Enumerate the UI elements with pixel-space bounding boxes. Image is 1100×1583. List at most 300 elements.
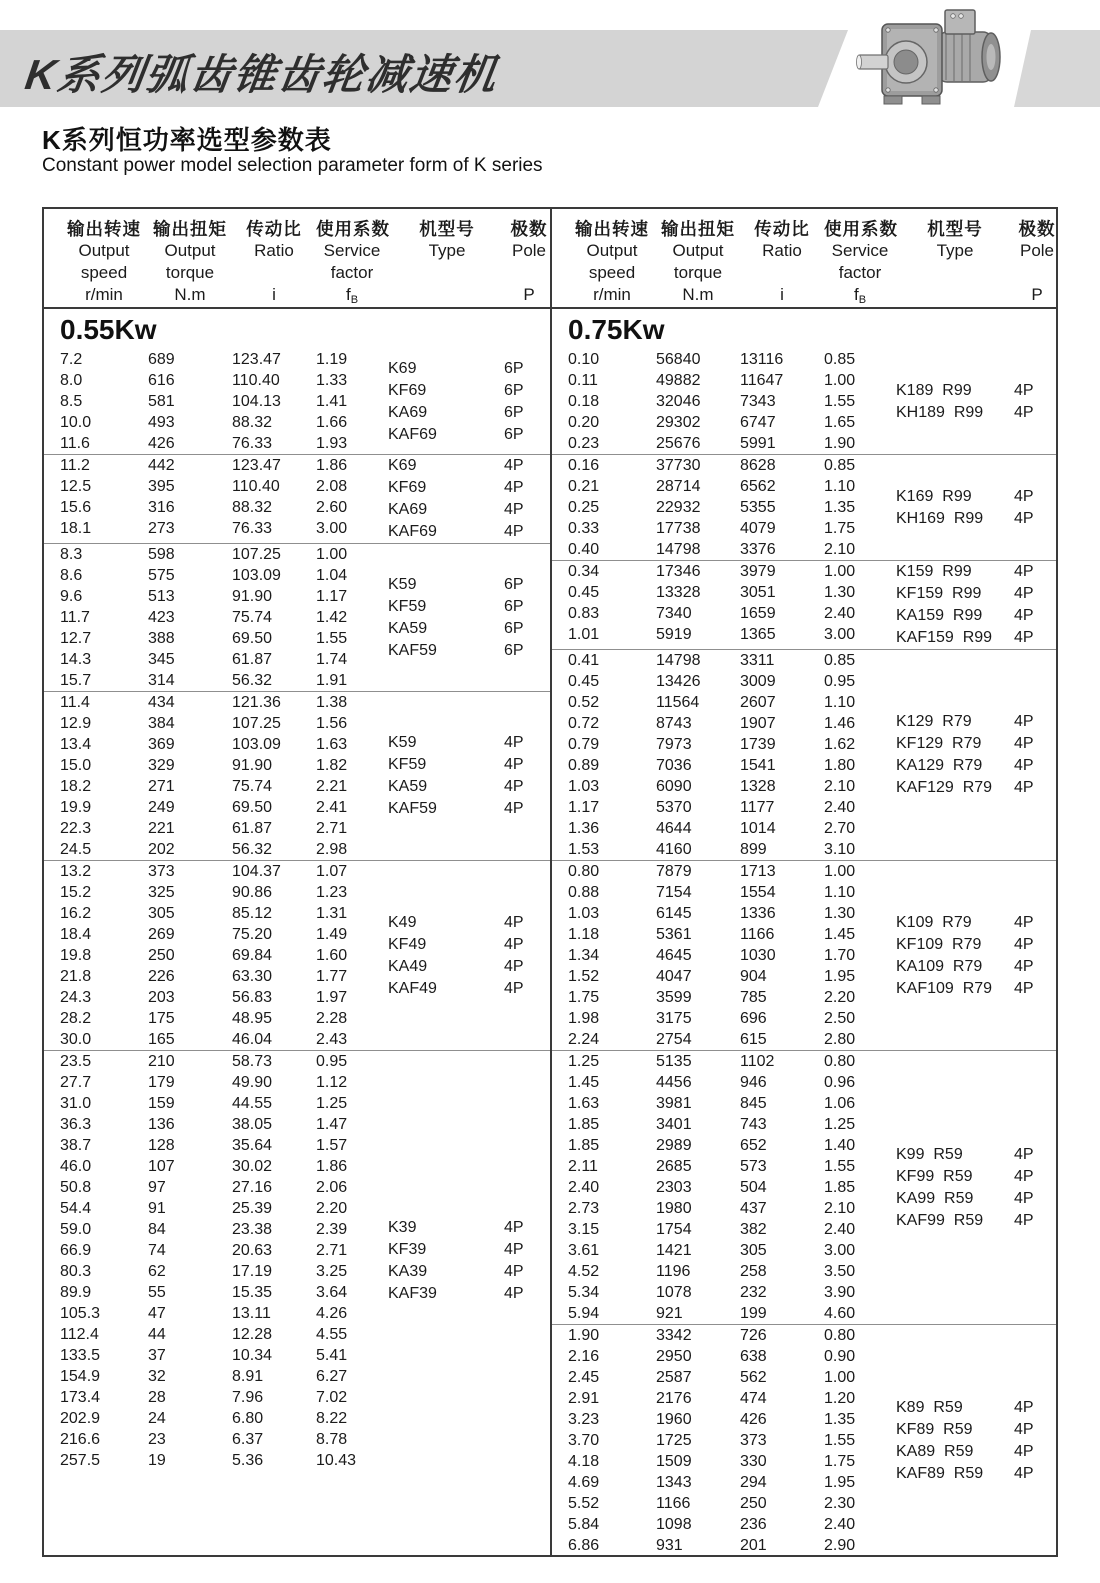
service-factor-value: 4.55 xyxy=(316,1325,348,1343)
type-row xyxy=(388,402,550,424)
output-speed-value: 12.9 xyxy=(60,714,92,732)
pole-value: 4P xyxy=(504,1285,524,1302)
service-factor-value: 0.95 xyxy=(824,672,856,690)
pole-value: 6P xyxy=(504,641,524,659)
output-speed-value: 202.9 xyxy=(60,1409,101,1427)
ratio-value: 6747 xyxy=(740,413,776,431)
output-torque-value: 931 xyxy=(656,1536,683,1554)
output-torque-value: 159 xyxy=(148,1094,175,1112)
ratio-value: 3051 xyxy=(740,583,776,601)
type-row xyxy=(388,1283,550,1305)
ratio-value: 121.36 xyxy=(232,693,281,711)
output-torque-value: 32 xyxy=(148,1367,166,1385)
table-row xyxy=(60,1156,388,1177)
output-speed-value: 5.34 xyxy=(568,1283,600,1301)
output-torque-value: 1960 xyxy=(656,1410,692,1428)
type-row xyxy=(896,733,1058,755)
table-row xyxy=(60,433,388,454)
pole-value: 4P xyxy=(504,957,524,975)
table-row xyxy=(60,1261,388,1282)
service-factor-value: 2.39 xyxy=(316,1220,348,1238)
service-factor-value: 1.70 xyxy=(824,946,856,964)
ratio-value: 7343 xyxy=(740,392,776,410)
service-factor-value: 1.00 xyxy=(824,1368,856,1386)
service-factor-value: 1.93 xyxy=(316,434,348,452)
type-row xyxy=(896,1166,1058,1188)
output-torque-value: 32046 xyxy=(656,392,701,410)
table-row xyxy=(568,1156,896,1177)
type-row xyxy=(896,605,1058,627)
groups-container-055kw xyxy=(44,349,550,1471)
output-torque-value: 13426 xyxy=(656,672,701,690)
pole-value: 4P xyxy=(504,756,524,773)
table-row xyxy=(60,987,388,1008)
output-speed-value: 3.70 xyxy=(568,1431,600,1449)
output-speed-value: 12.7 xyxy=(60,629,92,647)
output-speed-value: 59.0 xyxy=(60,1220,92,1238)
service-factor-value: 1.41 xyxy=(316,392,348,410)
output-torque-value: 2303 xyxy=(656,1178,692,1196)
parameter-group xyxy=(44,860,550,1050)
output-torque-value: 7879 xyxy=(656,862,692,880)
parameter-group xyxy=(44,543,550,691)
ratio-value: 250 xyxy=(740,1494,767,1512)
output-speed-value: 0.45 xyxy=(568,583,600,601)
table-row xyxy=(60,476,388,497)
parameter-group xyxy=(552,349,1058,454)
output-torque-value: 226 xyxy=(148,967,175,985)
service-factor-value: 2.70 xyxy=(824,819,856,837)
model-type: KA129 R79 xyxy=(896,757,983,774)
model-type: KAF39 xyxy=(388,1285,437,1302)
service-factor-value: 1.74 xyxy=(316,650,348,668)
output-torque-value: 2989 xyxy=(656,1136,692,1154)
output-torque-value: 25676 xyxy=(656,434,701,452)
table-row xyxy=(568,1135,896,1156)
service-factor-value: 3.00 xyxy=(824,1241,856,1259)
output-speed-value: 1.36 xyxy=(568,819,600,837)
output-speed-value: 2.73 xyxy=(568,1199,600,1217)
ratio-value: 426 xyxy=(740,1410,767,1428)
pole-value: 4P xyxy=(504,457,524,474)
col-header-ratio: 传动比 Ratio i xyxy=(246,219,302,304)
service-factor-value: 1.90 xyxy=(824,434,856,452)
output-speed-value: 0.41 xyxy=(568,651,600,669)
ratio-value: 8628 xyxy=(740,456,776,474)
table-row xyxy=(60,649,388,670)
pole-value: 4P xyxy=(1014,509,1034,527)
service-factor-value: 1.19 xyxy=(316,350,348,368)
ratio-value: 103.09 xyxy=(232,735,281,753)
output-torque-value: 3342 xyxy=(656,1326,692,1344)
model-type: KA59 xyxy=(388,778,428,795)
ratio-value: 1554 xyxy=(740,883,776,901)
output-torque-value: 165 xyxy=(148,1030,175,1048)
output-torque-value: 221 xyxy=(148,819,175,837)
table-row xyxy=(568,1325,896,1346)
pole-value: 4P xyxy=(1014,935,1034,953)
output-torque-value: 37730 xyxy=(656,456,701,474)
type-row xyxy=(896,912,1058,934)
ratio-value: 1030 xyxy=(740,946,776,964)
output-speed-value: 11.6 xyxy=(60,434,90,452)
ratio-value: 743 xyxy=(740,1115,767,1133)
col-header-output-speed: 输出转速 Output speed r/min xyxy=(575,219,649,304)
ratio-value: 6.80 xyxy=(232,1409,264,1427)
pole-value: 4P xyxy=(1014,735,1034,752)
model-type: KF109 R79 xyxy=(896,935,982,953)
output-speed-value: 1.85 xyxy=(568,1115,600,1133)
gear-reducer-image xyxy=(848,2,1020,114)
service-factor-value: 1.30 xyxy=(824,583,856,601)
ratio-value: 2607 xyxy=(740,693,776,711)
pole-value: 4P xyxy=(1014,629,1034,646)
output-torque-value: 384 xyxy=(148,714,175,732)
table-row xyxy=(568,1177,896,1198)
service-factor-value: 1.33 xyxy=(316,371,348,389)
table-row xyxy=(60,1303,388,1324)
output-speed-value: 18.2 xyxy=(60,777,92,795)
output-speed-value: 173.4 xyxy=(60,1388,101,1406)
col-header-service-factor: 使用系数 Service factor $f_B$ xyxy=(316,219,390,306)
parameter-group xyxy=(552,860,1058,1050)
ratio-value: 946 xyxy=(740,1073,767,1091)
service-factor-value: 2.21 xyxy=(316,777,348,795)
pole-value: 4P xyxy=(1014,1167,1034,1185)
output-speed-value: 133.5 xyxy=(60,1346,101,1364)
ratio-value: 3979 xyxy=(740,562,776,580)
service-factor-value: 2.71 xyxy=(316,819,348,837)
table-row xyxy=(60,586,388,607)
output-torque-value: 44 xyxy=(148,1325,166,1343)
output-speed-value: 0.79 xyxy=(568,735,600,753)
type-row xyxy=(896,1144,1058,1166)
ratio-value: 5355 xyxy=(740,498,776,516)
parameter-group xyxy=(552,1324,1058,1555)
type-row xyxy=(388,574,550,596)
pole-value: 6P xyxy=(504,359,524,377)
model-type: KAF159 R99 xyxy=(896,629,993,646)
service-factor-value: 1.25 xyxy=(824,1115,856,1133)
model-type: KF59 xyxy=(388,597,427,615)
output-speed-value: 0.72 xyxy=(568,714,600,732)
table-row xyxy=(568,797,896,818)
table-row xyxy=(60,370,388,391)
pole-value: 4P xyxy=(1014,1420,1034,1438)
output-speed-value: 9.6 xyxy=(60,587,83,605)
output-speed-value: 2.45 xyxy=(568,1368,600,1386)
output-speed-value: 0.80 xyxy=(568,862,600,880)
output-torque-value: 17738 xyxy=(656,519,701,537)
service-factor-value: 2.40 xyxy=(824,798,856,816)
output-speed-value: 1.75 xyxy=(568,988,600,1006)
model-type: KF59 xyxy=(388,756,427,773)
output-speed-value: 54.4 xyxy=(60,1199,92,1217)
type-row xyxy=(388,455,550,477)
pole-value: 4P xyxy=(1014,487,1034,505)
output-speed-value: 1.98 xyxy=(568,1009,600,1027)
model-type: KA109 R79 xyxy=(896,957,983,975)
table-row xyxy=(568,1430,896,1451)
service-factor-value: 1.85 xyxy=(824,1178,856,1196)
output-speed-value: 216.6 xyxy=(60,1430,101,1448)
output-torque-value: 423 xyxy=(148,608,175,626)
output-speed-value: 50.8 xyxy=(60,1178,92,1196)
parameter-group xyxy=(44,454,550,543)
ratio-value: 305 xyxy=(740,1241,767,1259)
ratio-value: 20.63 xyxy=(232,1241,273,1259)
output-speed-value: 0.33 xyxy=(568,519,600,537)
ratio-value: 104.37 xyxy=(232,862,281,880)
output-speed-value: 6.86 xyxy=(568,1536,600,1554)
output-speed-value: 1.03 xyxy=(568,904,600,922)
col-header-ratio: 传动比 Ratio i xyxy=(754,219,810,304)
ratio-value: 56.83 xyxy=(232,988,273,1006)
pole-value: 4P xyxy=(504,523,524,540)
output-torque-value: 388 xyxy=(148,629,175,647)
ratio-value: 90.86 xyxy=(232,883,273,901)
page-title: K系列恒功率选型参数表 xyxy=(42,125,332,155)
service-factor-value: 1.45 xyxy=(824,925,856,943)
output-torque-value: 269 xyxy=(148,925,175,943)
output-speed-value: 15.7 xyxy=(60,671,92,689)
ratio-value: 123.47 xyxy=(232,456,281,474)
model-type: KAF59 xyxy=(388,800,437,817)
service-factor-value: 1.95 xyxy=(824,967,856,985)
output-speed-value: 0.88 xyxy=(568,883,600,901)
output-speed-value: 0.25 xyxy=(568,498,600,516)
service-factor-value: 2.40 xyxy=(824,1220,856,1238)
model-type: KA99 R59 xyxy=(896,1189,974,1207)
type-row xyxy=(896,956,1058,978)
ratio-value: 23.38 xyxy=(232,1220,273,1238)
output-speed-value: 15.2 xyxy=(60,883,92,901)
type-row xyxy=(896,508,1058,530)
model-type: K59 xyxy=(388,575,417,593)
table-row xyxy=(568,1198,896,1219)
table-row xyxy=(568,1261,896,1282)
table-row xyxy=(60,1450,388,1471)
service-factor-value: 8.78 xyxy=(316,1430,348,1448)
service-factor-value: 2.71 xyxy=(316,1241,348,1259)
service-factor-value: 0.90 xyxy=(824,1347,856,1365)
table-row xyxy=(60,518,388,539)
output-speed-value: 36.3 xyxy=(60,1115,92,1133)
output-torque-value: 373 xyxy=(148,862,175,880)
output-torque-value: 4456 xyxy=(656,1073,692,1091)
output-speed-value: 16.2 xyxy=(60,904,92,922)
output-torque-value: 426 xyxy=(148,434,175,452)
output-torque-value: 1980 xyxy=(656,1199,692,1217)
model-type: K89 R59 xyxy=(896,1398,963,1416)
output-torque-value: 1754 xyxy=(656,1220,692,1238)
output-speed-value: 2.24 xyxy=(568,1030,600,1048)
model-type: K169 R99 xyxy=(896,487,972,505)
ratio-value: 615 xyxy=(740,1030,767,1048)
type-row xyxy=(388,640,550,662)
service-factor-value: 7.02 xyxy=(316,1388,348,1406)
output-speed-value: 2.91 xyxy=(568,1389,600,1407)
table-row xyxy=(60,607,388,628)
model-type: KAF89 R59 xyxy=(896,1464,984,1482)
table-row xyxy=(60,349,388,370)
model-type: K99 R59 xyxy=(896,1145,963,1163)
pole-value: 4P xyxy=(1014,913,1034,931)
output-speed-value: 0.18 xyxy=(568,392,600,410)
ratio-value: 726 xyxy=(740,1326,767,1344)
service-factor-value: 2.20 xyxy=(824,988,856,1006)
output-torque-value: 314 xyxy=(148,671,175,689)
ratio-value: 91.90 xyxy=(232,756,273,774)
type-row xyxy=(896,1188,1058,1210)
ratio-value: 104.13 xyxy=(232,392,281,410)
table-row xyxy=(568,391,896,412)
service-factor-value: 1.57 xyxy=(316,1136,348,1154)
table-row xyxy=(60,1387,388,1408)
table-row xyxy=(60,1324,388,1345)
service-factor-value: 1.35 xyxy=(824,498,856,516)
parameter-table xyxy=(42,207,1058,1557)
output-speed-value: 2.16 xyxy=(568,1347,600,1365)
output-torque-value: 84 xyxy=(148,1220,166,1238)
ratio-value: 123.47 xyxy=(232,350,281,368)
ratio-value: 76.33 xyxy=(232,519,273,537)
model-type: KA59 xyxy=(388,619,428,637)
model-type: K59 xyxy=(388,734,417,751)
table-row xyxy=(568,603,896,624)
service-factor-value: 2.10 xyxy=(824,1199,856,1217)
output-speed-value: 13.4 xyxy=(60,735,92,753)
type-row xyxy=(388,1217,550,1239)
service-factor-value: 1.46 xyxy=(824,714,856,732)
pole-value: 4P xyxy=(504,734,524,751)
output-torque-value: 2950 xyxy=(656,1347,692,1365)
table-row xyxy=(60,734,388,755)
table-row xyxy=(568,1219,896,1240)
model-type: K49 xyxy=(388,913,417,931)
service-factor-value: 1.65 xyxy=(824,413,856,431)
ratio-value: 294 xyxy=(740,1473,767,1491)
type-row xyxy=(896,1419,1058,1441)
table-row xyxy=(568,624,896,645)
output-speed-value: 46.0 xyxy=(60,1157,92,1175)
type-row xyxy=(388,978,550,1000)
service-factor-value: 3.10 xyxy=(824,840,856,858)
service-factor-value: 2.30 xyxy=(824,1494,856,1512)
output-speed-value: 0.20 xyxy=(568,413,600,431)
type-row xyxy=(388,499,550,521)
output-speed-value: 89.9 xyxy=(60,1283,92,1301)
model-type: KA89 R59 xyxy=(896,1442,974,1460)
service-factor-value: 1.40 xyxy=(824,1136,856,1154)
service-factor-value: 2.06 xyxy=(316,1178,348,1196)
table-row xyxy=(568,1051,896,1072)
table-row xyxy=(568,818,896,839)
output-torque-value: 1725 xyxy=(656,1431,692,1449)
output-torque-value: 49882 xyxy=(656,371,701,389)
output-torque-value: 689 xyxy=(148,350,175,368)
service-factor-value: 1.10 xyxy=(824,693,856,711)
table-row xyxy=(60,1072,388,1093)
parameter-group xyxy=(44,1050,550,1471)
output-torque-value: 273 xyxy=(148,519,175,537)
output-speed-value: 2.40 xyxy=(568,1178,600,1196)
ratio-value: 61.87 xyxy=(232,650,273,668)
output-speed-value: 1.03 xyxy=(568,777,600,795)
output-speed-value: 1.17 xyxy=(568,798,600,816)
output-speed-value: 31.0 xyxy=(60,1094,92,1112)
model-type: K129 R79 xyxy=(896,713,972,730)
ratio-value: 11647 xyxy=(740,371,784,389)
table-row xyxy=(568,1535,896,1555)
ratio-value: 232 xyxy=(740,1283,767,1301)
output-speed-value: 3.23 xyxy=(568,1410,600,1428)
output-speed-value: 3.15 xyxy=(568,1220,600,1238)
page-subtitle: Constant power model selection parameter form of K series xyxy=(42,155,543,176)
type-row xyxy=(388,521,550,543)
output-speed-value: 24.3 xyxy=(60,988,92,1006)
table-row xyxy=(60,861,388,882)
ratio-value: 785 xyxy=(740,988,767,1006)
pole-value: 4P xyxy=(1014,779,1034,796)
service-factor-value: 1.00 xyxy=(824,371,856,389)
table-row xyxy=(568,1093,896,1114)
model-type: KF49 xyxy=(388,935,427,953)
ratio-value: 76.33 xyxy=(232,434,273,452)
table-row xyxy=(60,882,388,903)
table-row xyxy=(568,1388,896,1409)
output-torque-value: 5135 xyxy=(656,1052,692,1070)
type-row xyxy=(388,358,550,380)
ratio-value: 75.20 xyxy=(232,925,273,943)
type-row xyxy=(896,486,1058,508)
ratio-value: 201 xyxy=(740,1536,767,1554)
table-row xyxy=(568,539,896,560)
table-row xyxy=(568,1493,896,1514)
model-type: KA49 xyxy=(388,957,428,975)
service-factor-value: 1.62 xyxy=(824,735,856,753)
parameter-group xyxy=(552,1050,1058,1324)
table-row xyxy=(60,755,388,776)
table-row xyxy=(568,1346,896,1367)
table-row xyxy=(60,391,388,412)
output-torque-value: 23 xyxy=(148,1430,166,1448)
output-speed-value: 19.8 xyxy=(60,946,92,964)
ratio-value: 46.04 xyxy=(232,1030,273,1048)
model-type: KAF129 R79 xyxy=(896,779,993,796)
service-factor-value: 2.41 xyxy=(316,798,348,816)
model-type: KAF109 R79 xyxy=(896,979,993,997)
model-type: KF89 R59 xyxy=(896,1420,973,1438)
service-factor-value: 1.86 xyxy=(316,456,348,474)
output-speed-value: 1.25 xyxy=(568,1052,600,1070)
ratio-value: 49.90 xyxy=(232,1073,273,1091)
output-speed-value: 0.34 xyxy=(568,562,600,580)
ratio-value: 258 xyxy=(740,1262,767,1280)
col-header-output-speed: 输出转速 Output speed r/min xyxy=(67,219,141,304)
type-row xyxy=(896,978,1058,1000)
output-torque-value: 2176 xyxy=(656,1389,692,1407)
service-factor-value: 2.28 xyxy=(316,1009,348,1027)
pole-value: 4P xyxy=(504,979,524,997)
col-header-output-torque: 输出扭矩 Output torque N.m xyxy=(153,219,227,304)
ratio-value: 504 xyxy=(740,1178,767,1196)
service-factor-value: 1.55 xyxy=(824,1157,856,1175)
model-type: K189 R99 xyxy=(896,381,972,399)
table-row xyxy=(568,755,896,776)
service-factor-value: 1.56 xyxy=(316,714,348,732)
col-header-type: 机型号 Type xyxy=(419,219,475,260)
